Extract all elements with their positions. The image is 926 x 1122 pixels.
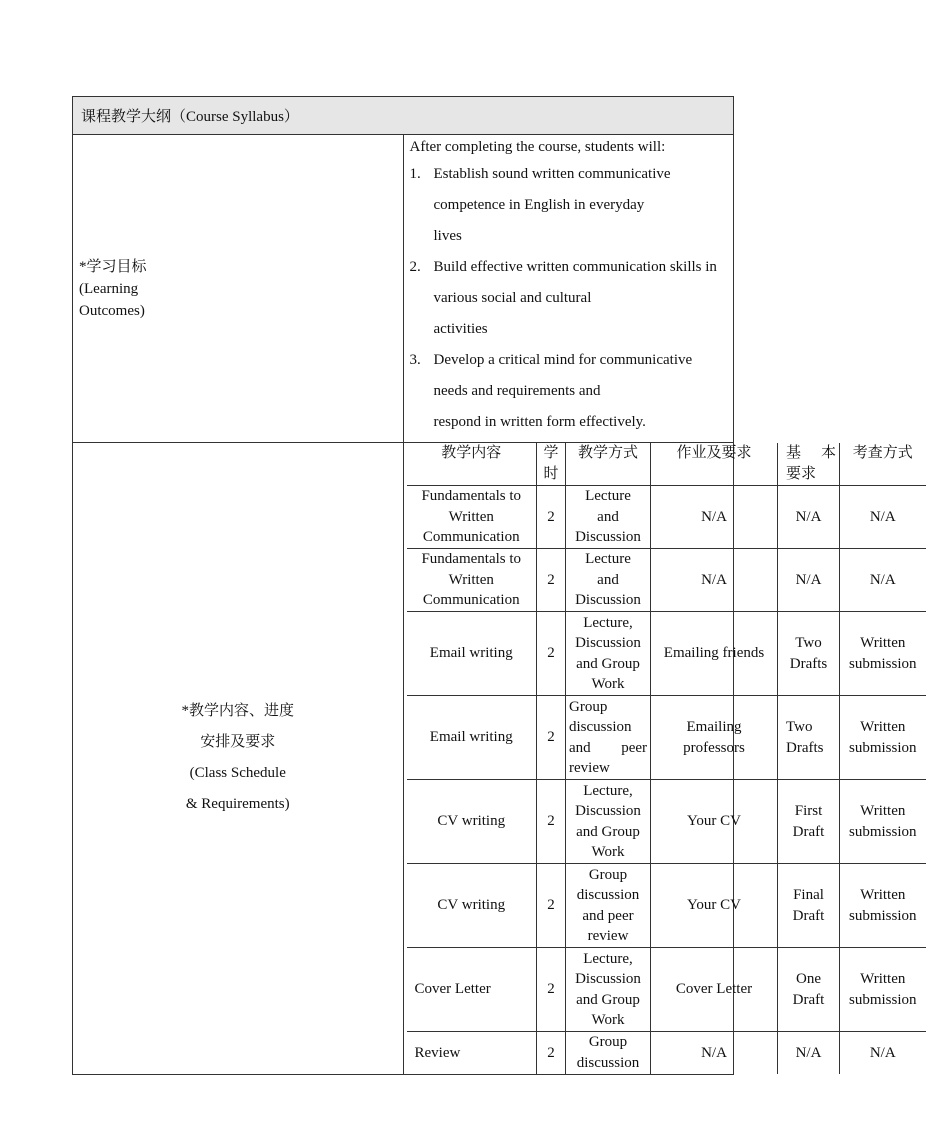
cell-assessment-line: Written xyxy=(860,719,906,735)
cell-hours: 2 xyxy=(537,486,566,549)
cell-content-line: CV writing xyxy=(437,897,506,914)
syllabus-title: 课程教学大纲（Course Syllabus） xyxy=(81,109,299,125)
cell-assessment-line: N/A xyxy=(869,508,896,525)
learning-outcomes-label-en-1: (Learning xyxy=(79,280,139,297)
col-header-hours-line2: 时 xyxy=(543,465,559,482)
cell-basic xyxy=(778,1032,840,1074)
cell-content xyxy=(407,549,537,612)
cell-method-line: Work xyxy=(591,676,625,692)
learning-outcomes-label-cn: *学习目标 xyxy=(79,258,147,275)
cell-method-line: discussion xyxy=(569,719,632,735)
cell-hours: 2 xyxy=(537,612,566,696)
schedule-label-cn-2: 安排及要求 xyxy=(200,734,276,751)
cell-assessment-line: submission xyxy=(848,739,917,756)
col-header-assessment: 考查方式 xyxy=(840,443,926,486)
schedule-label-en-2: & Requirements) xyxy=(185,796,290,813)
cell-method-line: and peer xyxy=(569,739,647,756)
schedule-row xyxy=(407,696,926,780)
outcome-text-continued: activities xyxy=(433,321,488,337)
cell-homework-line: professors xyxy=(683,739,745,756)
cell-hours: 2 xyxy=(537,864,566,948)
cell-homework-line: Your CV xyxy=(687,813,741,830)
cell-homework xyxy=(651,948,778,1032)
cell-basic-line: One xyxy=(796,971,821,987)
cell-method xyxy=(566,864,651,948)
col-header-method: 教学方式 xyxy=(566,443,651,486)
col-header-hours-line1: 学 xyxy=(543,445,559,461)
cell-content xyxy=(407,1032,537,1074)
col-header-basic-line2: 要求 xyxy=(786,465,817,482)
cell-method-line: Discussion xyxy=(575,635,641,651)
cell-content-line: Fundamentals to xyxy=(421,488,522,505)
cell-content-line: Cover Letter xyxy=(414,981,491,998)
cell-content xyxy=(407,696,537,780)
schedule-row xyxy=(407,549,926,612)
cell-assessment-line: submission xyxy=(848,907,917,924)
cell-hours: 2 xyxy=(537,549,566,612)
cell-basic xyxy=(778,486,840,549)
outcome-number: 2. xyxy=(409,259,421,275)
cell-assessment xyxy=(840,864,926,948)
cell-homework xyxy=(651,486,778,549)
cell-basic xyxy=(778,948,840,1032)
learning-outcome-item xyxy=(410,252,728,345)
schedule-row xyxy=(407,612,926,696)
cell-method xyxy=(566,486,651,549)
cell-assessment-line: N/A xyxy=(869,1044,896,1061)
col-header-basic xyxy=(778,443,840,486)
cell-method-line: review xyxy=(587,928,629,944)
cell-assessment-line: Written xyxy=(860,971,906,987)
cell-method-line: and peer xyxy=(582,907,634,924)
cell-homework xyxy=(651,864,778,948)
cell-homework xyxy=(651,549,778,612)
cell-basic xyxy=(778,780,840,864)
cell-basic xyxy=(778,549,840,612)
cell-method-line: Lecture, xyxy=(583,782,633,799)
schedule-label-cn-1: *教学内容、进度 xyxy=(181,703,294,720)
cell-method xyxy=(566,612,651,696)
cell-content xyxy=(407,612,537,696)
cell-method xyxy=(566,1032,651,1074)
syllabus-table xyxy=(72,96,917,1075)
cell-content-line: Review xyxy=(414,1044,461,1061)
learning-outcomes-label-en-2: Outcomes) xyxy=(79,302,145,319)
cell-hours: 2 xyxy=(537,948,566,1032)
cell-homework xyxy=(651,1032,778,1074)
cell-hours: 2 xyxy=(537,1032,566,1074)
schedule-label xyxy=(73,443,404,1075)
cell-method-line: Work xyxy=(591,1012,625,1028)
cell-method-line: review xyxy=(569,760,610,776)
cell-basic-line: Draft xyxy=(792,991,825,1008)
cell-method xyxy=(566,780,651,864)
outcome-text: Develop a critical mind for communicative needs and requirements and xyxy=(433,352,693,399)
schedule-content xyxy=(403,443,917,1075)
cell-hours: 2 xyxy=(537,780,566,864)
cell-method-line: Lecture, xyxy=(583,950,633,967)
cell-assessment-line: Written xyxy=(860,887,906,903)
cell-method-line: discussion xyxy=(576,887,640,903)
cell-basic-line: Final xyxy=(793,887,824,903)
cell-method-line: Lecture xyxy=(585,551,631,568)
cell-assessment xyxy=(840,612,926,696)
cell-method-line: Group xyxy=(569,698,608,715)
cell-homework-line: N/A xyxy=(701,1044,727,1061)
col-header-homework: 作业及要求 xyxy=(651,443,778,486)
outcome-text-continued: respond in written form effectively. xyxy=(433,414,646,430)
schedule-header-row xyxy=(407,443,926,486)
outcome-text-continued: lives xyxy=(433,228,462,244)
cell-homework-line: Your CV xyxy=(687,897,741,914)
cell-assessment-line: N/A xyxy=(869,571,896,588)
cell-method-line: and xyxy=(597,571,619,588)
schedule-row xyxy=(407,864,926,948)
schedule-label-en-1: (Class Schedule xyxy=(189,765,286,782)
syllabus-header xyxy=(73,97,734,135)
cell-content xyxy=(407,948,537,1032)
cell-basic xyxy=(778,696,840,780)
cell-basic xyxy=(778,612,840,696)
cell-homework xyxy=(651,612,778,696)
learning-outcome-item xyxy=(410,159,728,252)
cell-content-line: Email writing xyxy=(429,729,513,746)
cell-assessment xyxy=(840,780,926,864)
cell-method-line: Discussion xyxy=(575,971,641,987)
learning-outcomes-label xyxy=(73,135,404,443)
cell-homework xyxy=(651,696,778,780)
cell-basic-line: Draft xyxy=(792,823,825,840)
cell-content-line: Written xyxy=(448,571,494,588)
cell-assessment xyxy=(840,1032,926,1074)
cell-homework-line: N/A xyxy=(701,571,727,588)
cell-assessment xyxy=(840,696,926,780)
col-header-content: 教学内容 xyxy=(407,443,537,486)
cell-hours: 2 xyxy=(537,696,566,780)
schedule-table xyxy=(407,443,926,1074)
cell-content-line: CV writing xyxy=(437,813,506,830)
cell-basic-line: Two xyxy=(786,719,813,735)
cell-method-line: Work xyxy=(591,844,625,860)
schedule-row xyxy=(407,486,926,549)
outcome-text: Establish sound written communicative competence in English in everyday xyxy=(433,166,671,213)
cell-method-line: Lecture xyxy=(585,488,631,505)
cell-method-line: Lecture, xyxy=(583,614,633,631)
cell-method-line: discussion xyxy=(576,1054,640,1071)
cell-basic xyxy=(778,864,840,948)
learning-outcomes-intro: After completing the course, students will: xyxy=(409,139,666,155)
cell-method-line: Discussion xyxy=(575,803,641,819)
cell-content xyxy=(407,780,537,864)
cell-assessment-line: Written xyxy=(860,635,906,651)
cell-method-line: Discussion xyxy=(575,592,641,609)
cell-basic-line: Drafts xyxy=(789,655,828,672)
schedule-row xyxy=(407,780,926,864)
cell-homework-line: Emailing xyxy=(686,719,742,735)
cell-content xyxy=(407,486,537,549)
cell-method xyxy=(566,549,651,612)
cell-content-line: Written xyxy=(448,508,494,525)
cell-method-line: and Group xyxy=(576,655,640,672)
outcome-number: 1. xyxy=(409,166,421,182)
cell-assessment xyxy=(840,549,926,612)
schedule-row xyxy=(407,948,926,1032)
cell-homework-line: N/A xyxy=(701,508,727,525)
cell-basic-line: N/A xyxy=(795,571,822,588)
cell-homework-line: Emailing friends xyxy=(663,645,765,662)
cell-content-line: Communication xyxy=(422,529,520,546)
col-header-basic-line1: 基 本 xyxy=(786,445,836,461)
syllabus-page xyxy=(72,96,917,1075)
learning-outcome-item xyxy=(410,345,728,438)
cell-assessment xyxy=(840,948,926,1032)
cell-content-line: Communication xyxy=(422,592,520,609)
learning-outcomes-list xyxy=(410,159,728,438)
cell-method xyxy=(566,696,651,780)
cell-basic-line: N/A xyxy=(795,1044,822,1061)
cell-homework-line: Cover Letter xyxy=(675,981,753,998)
cell-basic-line: Draft xyxy=(792,907,825,924)
cell-basic-line: N/A xyxy=(795,508,822,525)
cell-assessment-line: Written xyxy=(860,803,906,819)
cell-content xyxy=(407,864,537,948)
cell-method-line: and Group xyxy=(576,823,640,840)
cell-method-line: Group xyxy=(588,866,628,883)
cell-basic-line: Two xyxy=(795,635,822,651)
outcome-number: 3. xyxy=(409,352,421,368)
learning-outcomes-content xyxy=(403,135,734,443)
cell-content-line: Email writing xyxy=(429,645,513,662)
col-header-hours xyxy=(537,443,566,486)
cell-method-line: and xyxy=(597,508,619,525)
cell-method-line: Discussion xyxy=(575,529,641,546)
cell-assessment xyxy=(840,486,926,549)
cell-method-line: and Group xyxy=(576,991,640,1008)
outcome-text: Build effective written communication skills in various social and cultural xyxy=(433,259,717,306)
schedule-row xyxy=(407,1032,926,1074)
cell-assessment-line: submission xyxy=(848,655,917,672)
cell-assessment-line: submission xyxy=(848,823,917,840)
cell-basic-line: Drafts xyxy=(786,739,824,756)
cell-method-line: Group xyxy=(588,1034,628,1051)
cell-basic-line: First xyxy=(794,803,823,819)
cell-method xyxy=(566,948,651,1032)
cell-homework xyxy=(651,780,778,864)
cell-assessment-line: submission xyxy=(848,991,917,1008)
cell-content-line: Fundamentals to xyxy=(421,551,522,568)
